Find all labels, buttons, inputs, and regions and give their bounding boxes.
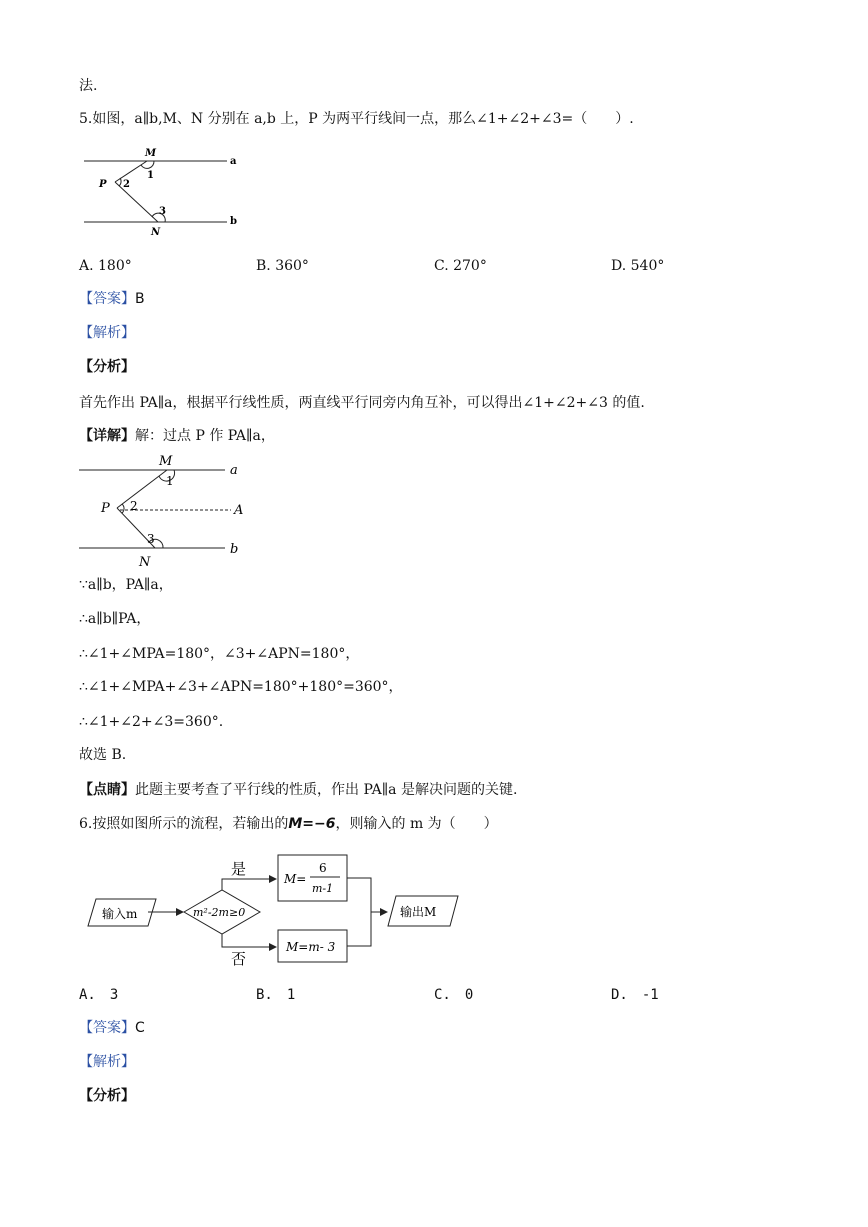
answer-line [79,290,145,308]
fenxi-tag-line-q6 [79,1087,135,1105]
yes-formula-lhs: M= [284,872,307,886]
yes-formula-num: 6 [319,861,327,875]
label-P: P [101,501,110,516]
option-a: A. 3 [79,987,119,1003]
detail-line [79,427,275,445]
q6-stem-post: ，则输入的 m 为（ ） [335,816,498,832]
proof-step-4: ∴∠1+∠MPA+∠3+∠APN=180°+180°=360°， [79,679,403,695]
answer-tag: 【答案】 [79,1020,135,1036]
fenxi-tag: 【分析】 [79,1088,135,1104]
fenxi-tag-line [79,358,135,376]
answer-tag: 【答案】 [79,291,135,307]
label-a: a [230,463,238,478]
label-a: a [230,156,237,167]
question-6-stem [79,815,498,833]
flowchart [88,850,468,970]
answer-value: B [135,291,145,307]
label-angle-1: 1 [147,170,154,181]
analysis-tag-line [79,324,135,342]
proof-step-5: ∴∠1+∠2+∠3=360°. [79,714,224,730]
parallel-lines-figure-1 [79,142,254,237]
proof-step-6: 故选 B. [79,747,127,763]
label-N: N [139,555,151,570]
analysis-tag-line-q6 [79,1053,135,1071]
condition-label: m²-2m≥0 [193,906,246,919]
option-a: A. 180° [79,258,132,274]
no-formula: M=m- 3 [286,940,336,954]
label-A: A [234,503,244,518]
fenxi-tag: 【分析】 [79,359,135,375]
output-label: 输出M [400,905,437,919]
q6-stem-pre: 6.按照如图所示的流程，若输出的 [79,816,289,832]
option-c: C. 270° [434,258,487,274]
yes-formula-den: m-1 [312,882,334,895]
analysis-tag: 【解析】 [79,1054,135,1070]
option-c: C. 0 [434,987,474,1003]
label-b: b [230,216,237,227]
question-5-stem: 5.如图，a∥b,M、N 分别在 a,b 上，P 为两平行线间一点，那么∠1+∠2+∠3=（ ）. [79,111,634,127]
label-b: b [230,542,239,557]
label-M: M [145,148,157,159]
proof-step-1: ∵a∥b，PA∥a， [79,577,173,593]
analysis-tag: 【解析】 [79,325,135,341]
no-label: 否 [231,950,247,968]
option-d: D. 540° [611,258,665,274]
yes-label: 是 [231,860,247,878]
label-N: N [151,227,161,238]
detail-tag: 【详解】 [79,428,135,444]
input-label: 输入m [102,907,138,921]
proof-step-2: ∴a∥b∥PA， [79,611,151,627]
label-angle-2: 2 [123,179,130,190]
answer-value: C [135,1020,145,1036]
text-line: 法. [79,78,98,94]
parallel-lines-figure-2 [79,450,254,570]
analysis-text: 首先作出 PA∥a，根据平行线性质，两直线平行同旁内角互补，可以得出∠1+∠2+∠3 的值. [79,395,645,411]
option-b: B. 1 [256,987,296,1003]
q6-stem-math: M=−6 [288,816,336,832]
option-d: D. -1 [611,987,659,1003]
label-M: M [159,454,173,469]
comment-text: 此题主要考查了平行线的性质，作出 PA∥a 是解决问题的关键. [135,782,518,798]
comment-tag: 【点睛】 [79,782,135,798]
answer-line-q6 [79,1019,145,1037]
comment-line [79,781,517,799]
proof-step-3: ∴∠1+∠MPA=180°，∠3+∠APN=180°， [79,646,360,662]
label-angle-3: 3 [159,206,166,217]
label-P: P [99,179,107,190]
label-angle-2: 2 [130,499,138,513]
option-b: B. 360° [256,258,309,274]
detail-text: 解：过点 P 作 PA∥a， [135,428,275,444]
label-angle-1: 1 [166,474,174,488]
label-angle-3: 3 [147,532,155,546]
